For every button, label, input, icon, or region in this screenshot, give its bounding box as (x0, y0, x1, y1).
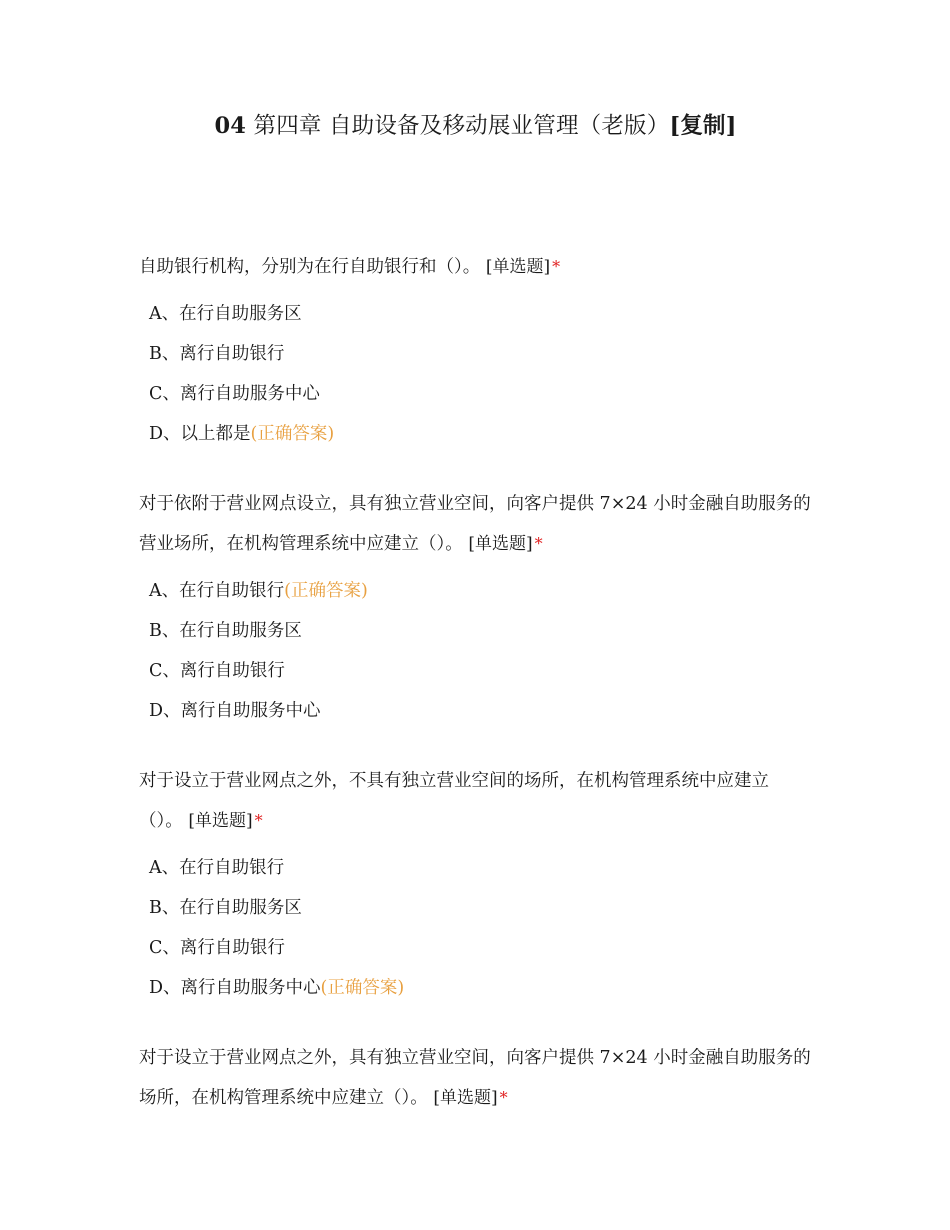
question-text (139, 484, 812, 564)
required-marker: * (552, 257, 561, 276)
option-item (149, 611, 812, 651)
option-item (149, 414, 812, 454)
title-main: 第四章 自助设备及移动展业管理（老版） (246, 113, 670, 139)
option-item (149, 848, 812, 888)
question-stem: 对于设立于营业网点之外，不具有独立营业空间的场所，在机构管理系统中应建立（）。 (139, 771, 769, 831)
option-label: A、在行自助银行 (149, 858, 285, 878)
option-item (149, 651, 812, 691)
option-label: D、离行自助服务中心 (149, 978, 321, 998)
option-item (149, 928, 812, 968)
option-label: C、离行自助银行 (149, 938, 285, 958)
page-title (139, 0, 812, 142)
option-label: C、离行自助服务中心 (149, 384, 320, 404)
option-list (139, 571, 812, 731)
required-marker: * (499, 1088, 508, 1107)
question-type-tag: [单选题] (433, 1088, 498, 1108)
question-type-tag: [单选题] (188, 811, 253, 831)
option-item (149, 374, 812, 414)
option-label: C、离行自助银行 (149, 661, 285, 681)
required-marker: * (254, 811, 263, 830)
required-marker: * (534, 534, 543, 553)
question-item (139, 484, 812, 731)
option-item (149, 571, 812, 611)
correct-answer-marker: (正确答案) (320, 978, 405, 998)
option-list (139, 294, 812, 454)
option-item (149, 294, 812, 334)
title-number: 04 (214, 113, 247, 139)
option-item (149, 968, 812, 1008)
question-stem: 对于设立于营业网点之外，具有独立营业空间，向客户提供 7×24 小时金融自助服务的场所，在机构管理系统中应建立（）。 (139, 1048, 811, 1108)
question-stem: 自助银行机构，分别为在行自助银行和（）。 (139, 257, 481, 277)
option-label: A、在行自助服务区 (149, 304, 302, 324)
question-item (139, 761, 812, 1008)
question-stem: 对于依附于营业网点设立，具有独立营业空间，向客户提供 7×24 小时金融自助服务的营业场所，在机构管理系统中应建立（）。 (139, 494, 811, 554)
option-label: B、在行自助服务区 (149, 621, 302, 641)
option-list (139, 848, 812, 1008)
option-label: D、以上都是 (149, 424, 251, 444)
question-type-tag: [单选题] (468, 534, 533, 554)
question-item (139, 247, 812, 454)
option-label: A、在行自助银行 (149, 581, 285, 601)
title-suffix: [复制] (669, 113, 737, 139)
option-label: B、离行自助银行 (149, 344, 285, 364)
question-item (139, 1038, 812, 1118)
question-list (139, 247, 812, 1118)
correct-answer-marker: (正确答案) (284, 581, 368, 601)
question-text (139, 761, 812, 841)
option-item (149, 888, 812, 928)
option-item (149, 691, 812, 731)
option-label: B、在行自助服务区 (149, 898, 302, 918)
question-text (139, 1038, 812, 1118)
question-type-tag: [单选题] (485, 257, 551, 277)
option-label: D、离行自助服务中心 (149, 701, 321, 721)
correct-answer-marker: (正确答案) (250, 424, 335, 444)
option-item (149, 334, 812, 374)
question-text (139, 247, 812, 287)
